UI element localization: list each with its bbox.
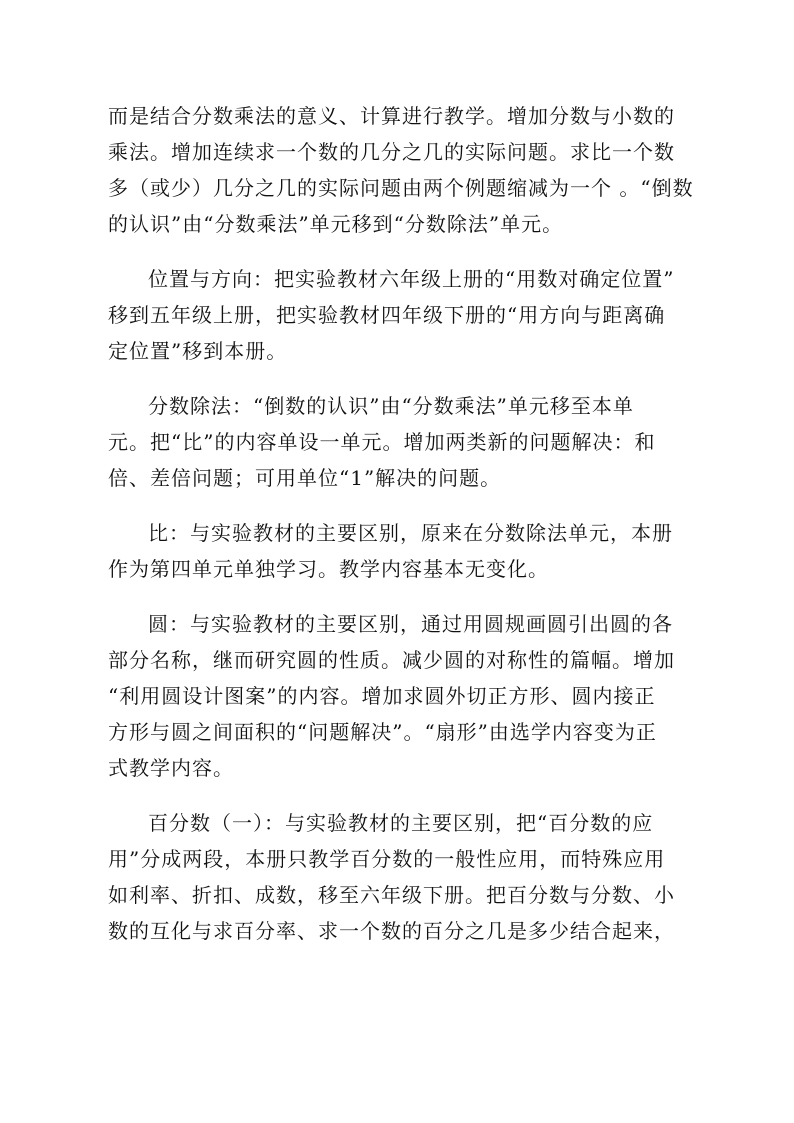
text-line: 多（或少）几分之几的实际问题由两个例题缩减为一个 。“倒数 <box>108 176 694 200</box>
text-line: 位置与方向：把实验教材六年级上册的“用数对确定位置” <box>148 267 675 291</box>
text-line: 移到五年级上册，把实验教材四年级下册的“用方向与距离确 <box>108 303 666 327</box>
paragraph-ratio <box>108 515 688 587</box>
text-line: 百分数（一）：与实验教材的主要区别，把“百分数的应 <box>148 811 654 835</box>
text-line: 比：与实验教材的主要区别，原来在分数除法单元，本册 <box>148 521 673 545</box>
paragraph-fraction-multiplication <box>108 98 694 242</box>
text-line: 部分名称，继而研究圆的性质。减少圆的对称性的篇幅。增加 <box>108 648 675 672</box>
text-line: 作为第四单元单独学习。教学内容基本无变化。 <box>108 557 549 581</box>
text-line: 圆：与实验教材的主要区别，通过用圆规画圆引出圆的各 <box>148 612 673 636</box>
document-body <box>108 98 694 968</box>
text-line: 式教学内容。 <box>108 756 234 780</box>
paragraph-percentage <box>108 805 688 949</box>
text-line: “利用圆设计图案”的内容。增加求圆外切正方形、圆内接正 <box>108 684 656 708</box>
text-line: 如利率、折扣、成数，移至六年级下册。把百分数与分数、小 <box>108 883 675 907</box>
text-line: 而是结合分数乘法的意义、计算进行教学。增加分数与小数的 <box>108 104 675 128</box>
paragraph-position-direction <box>108 261 688 369</box>
text-line: 用”分成两段，本册只教学百分数的一般性应用，而特殊应用 <box>108 847 666 871</box>
text-line: 定位置”移到本册。 <box>108 339 288 363</box>
paragraph-circle <box>108 606 688 786</box>
text-line: 分数除法：“倒数的认识”由“分数乘法”单元移至本单 <box>148 394 634 418</box>
text-line: 乘法。增加连续求一个数的几分之几的实际问题。求比一个数 <box>108 140 675 164</box>
text-line: 的认识”由“分数乘法”单元移到“分数除法”单元。 <box>108 212 564 236</box>
text-line: 元。把“比”的内容单设一单元。增加两类新的问题解决：和 <box>108 430 656 454</box>
paragraph-fraction-division <box>108 388 688 496</box>
text-line: 数的互化与求百分率、求一个数的百分之几是多少结合起来， <box>108 919 675 943</box>
text-line: 倍、差倍问题；可用单位“1”解决的问题。 <box>108 466 502 490</box>
text-line: 方形与圆之间面积的“问题解决”。“扇形”由选学内容变为正 <box>108 720 657 744</box>
